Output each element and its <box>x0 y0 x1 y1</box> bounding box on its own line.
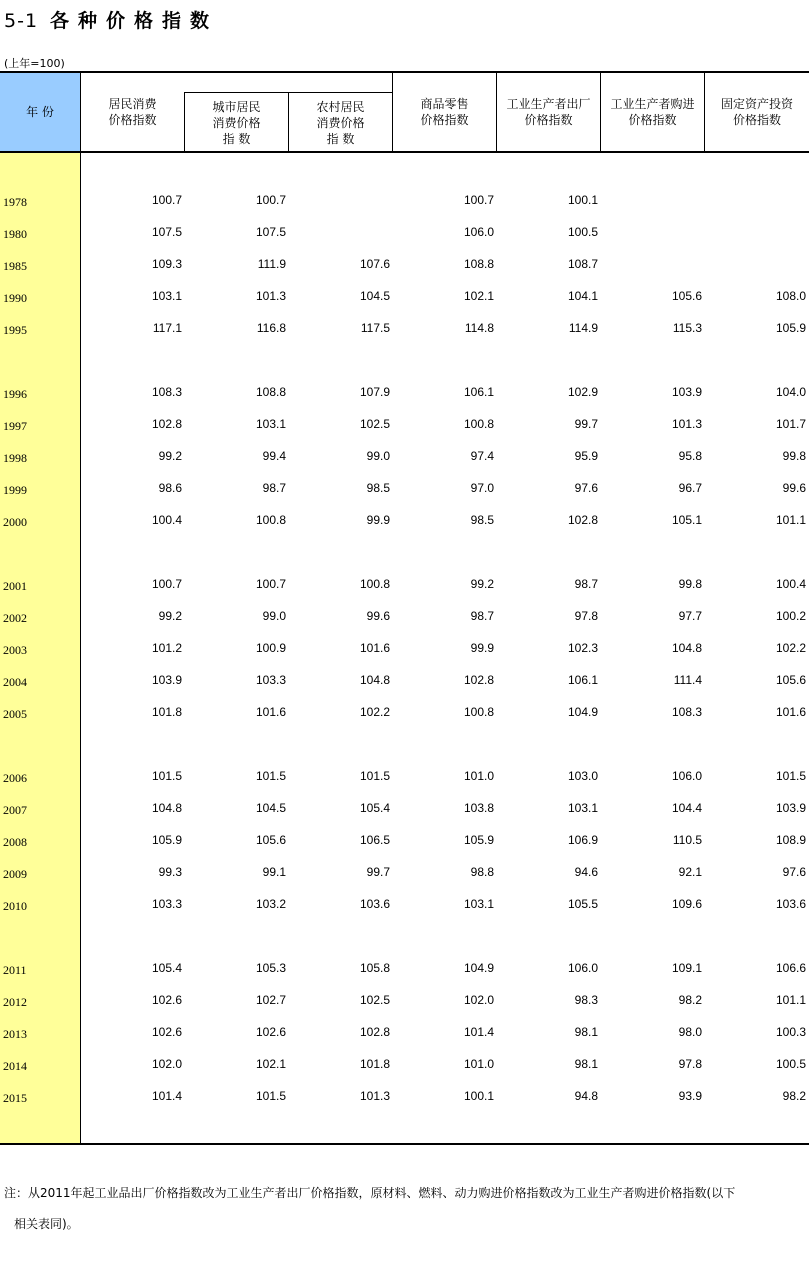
cell-retail: 100.7 <box>463 193 494 207</box>
row-year: 2002 <box>3 611 27 625</box>
cell-ppi-out: 114.9 <box>568 321 598 335</box>
cell-ppi-out: 97.6 <box>574 481 598 495</box>
cell-retail: 106.0 <box>463 225 494 239</box>
cell-retail: 102.8 <box>463 673 494 687</box>
cell-cpi: 101.2 <box>151 641 182 655</box>
cell-cpi: 102.6 <box>151 993 182 1007</box>
cell-cpi: 104.8 <box>151 801 182 815</box>
cell-cpi: 102.6 <box>151 1025 182 1039</box>
cell-ppi-in: 92.1 <box>678 865 702 879</box>
cell-rural: 101.3 <box>359 1089 390 1103</box>
cell-retail: 101.0 <box>463 769 494 783</box>
cell-urban: 104.5 <box>255 801 286 815</box>
cell-ppi-in: 115.3 <box>672 321 702 335</box>
cell-ppi-out: 103.0 <box>567 769 598 783</box>
cell-fixed: 98.2 <box>782 1089 806 1103</box>
cell-urban: 100.8 <box>255 513 286 527</box>
header-urban <box>185 93 288 152</box>
cell-fixed: 99.6 <box>782 481 806 495</box>
row-year: 2014 <box>3 1059 27 1073</box>
cell-cpi: 109.3 <box>151 257 182 271</box>
cell-ppi-out: 104.1 <box>567 289 598 303</box>
cell-urban: 101.6 <box>255 705 286 719</box>
cell-retail: 101.4 <box>463 1025 494 1039</box>
cell-cpi: 107.5 <box>151 225 182 239</box>
cell-retail: 97.0 <box>470 481 494 495</box>
cell-ppi-in: 97.8 <box>678 1057 702 1071</box>
row-year: 2011 <box>3 963 27 977</box>
cell-urban: 103.3 <box>255 673 286 687</box>
cell-fixed: 99.8 <box>782 449 806 463</box>
cell-ppi-out: 98.3 <box>574 993 598 1007</box>
cell-urban: 101.3 <box>255 289 286 303</box>
cell-retail: 114.8 <box>464 321 494 335</box>
cell-ppi-in: 105.1 <box>671 513 702 527</box>
cell-ppi-out: 97.8 <box>574 609 598 623</box>
cell-fixed: 101.5 <box>775 769 806 783</box>
cell-ppi-in: 106.0 <box>671 769 702 783</box>
row-year: 2005 <box>3 707 27 721</box>
row-year: 1985 <box>3 259 27 273</box>
cell-fixed: 105.9 <box>775 321 806 335</box>
cell-urban: 100.7 <box>255 577 286 591</box>
header-retail-line: 价格指数 <box>420 113 469 127</box>
header-cpi-line: 居民消费 <box>108 97 157 111</box>
row-year: 1995 <box>3 323 27 337</box>
cell-ppi-in: 104.4 <box>671 801 702 815</box>
cell-cpi: 105.9 <box>151 833 182 847</box>
rule-header-col <box>288 92 289 152</box>
cell-ppi-out: 100.5 <box>567 225 598 239</box>
cell-rural: 107.6 <box>359 257 390 271</box>
cell-ppi-in: 103.9 <box>671 385 702 399</box>
row-year: 2006 <box>3 771 27 785</box>
cell-urban: 99.0 <box>262 609 286 623</box>
cell-rural: 101.6 <box>359 641 390 655</box>
cell-fixed: 101.6 <box>775 705 806 719</box>
header-ppi-out-line: 价格指数 <box>524 113 573 127</box>
cell-rural: 104.8 <box>359 673 390 687</box>
cell-cpi: 99.2 <box>158 449 182 463</box>
cell-fixed: 97.6 <box>782 865 806 879</box>
cell-rural: 100.8 <box>359 577 390 591</box>
header-urban-line: 消费价格 <box>212 115 261 130</box>
cell-urban: 98.7 <box>262 481 286 495</box>
cell-fixed: 101.1 <box>775 513 806 527</box>
cell-rural: 105.4 <box>359 801 390 815</box>
cell-ppi-in: 104.8 <box>671 641 702 655</box>
cell-retail: 99.2 <box>470 577 494 591</box>
cell-cpi: 98.6 <box>158 481 182 495</box>
cell-rural: 101.8 <box>359 1057 390 1071</box>
row-year: 2004 <box>3 675 27 689</box>
cell-cpi: 103.3 <box>151 897 182 911</box>
cell-ppi-out: 102.3 <box>567 641 598 655</box>
cell-ppi-out: 106.1 <box>567 673 598 687</box>
cell-ppi-out: 105.5 <box>567 897 598 911</box>
unit-note: (上年=100) <box>4 57 65 70</box>
cell-cpi: 100.7 <box>151 193 182 207</box>
cell-cpi: 101.4 <box>151 1089 182 1103</box>
row-year: 1980 <box>3 227 27 241</box>
cell-urban: 102.6 <box>255 1025 286 1039</box>
cell-rural: 103.6 <box>359 897 390 911</box>
cell-urban: 116.8 <box>256 321 286 335</box>
rule-year-divider <box>80 72 81 1144</box>
cell-urban: 101.5 <box>255 769 286 783</box>
page-title <box>4 6 218 33</box>
header-retail-line: 商品零售 <box>420 97 469 111</box>
cell-cpi: 102.0 <box>151 1057 182 1071</box>
cell-retail: 102.0 <box>463 993 494 1007</box>
header-fixed-line: 固定资产投资 <box>720 97 793 111</box>
cell-rural: 104.5 <box>359 289 390 303</box>
cell-ppi-in: 110.5 <box>672 833 702 847</box>
row-year: 1999 <box>3 483 27 497</box>
cell-urban: 103.2 <box>255 897 286 911</box>
cell-ppi-in: 95.8 <box>678 449 702 463</box>
row-year: 2015 <box>3 1091 27 1105</box>
cell-ppi-in: 108.3 <box>671 705 702 719</box>
cell-ppi-in: 98.2 <box>678 993 702 1007</box>
rule-bottom <box>0 1144 809 1145</box>
cell-rural: 99.6 <box>366 609 390 623</box>
cell-urban: 101.5 <box>255 1089 286 1103</box>
header-rural-line: 指 数 <box>326 131 355 146</box>
cell-retail: 100.8 <box>463 705 494 719</box>
cell-urban: 102.1 <box>255 1057 286 1071</box>
cell-fixed: 106.6 <box>775 961 806 975</box>
cell-rural: 101.5 <box>359 769 390 783</box>
cell-rural: 105.8 <box>359 961 390 975</box>
row-year: 2012 <box>3 995 27 1009</box>
cell-ppi-out: 108.7 <box>567 257 598 271</box>
row-year: 1997 <box>3 419 27 433</box>
cell-fixed: 101.1 <box>775 993 806 1007</box>
cell-ppi-in: 105.6 <box>671 289 702 303</box>
header-cpi-line: 价格指数 <box>108 113 157 127</box>
row-year: 2008 <box>3 835 27 849</box>
header-urban-line: 指 数 <box>222 131 251 146</box>
cell-urban: 107.5 <box>255 225 286 239</box>
row-year: 2013 <box>3 1027 27 1041</box>
table-number: 5-1 <box>4 10 39 32</box>
cell-retail: 98.7 <box>470 609 494 623</box>
cell-cpi: 100.4 <box>151 513 182 527</box>
cell-urban: 103.1 <box>255 417 286 431</box>
cell-ppi-out: 106.0 <box>567 961 598 975</box>
header-ppi-in <box>601 72 704 152</box>
row-year: 2000 <box>3 515 27 529</box>
cell-retail: 105.9 <box>463 833 494 847</box>
cell-retail: 108.8 <box>463 257 494 271</box>
cell-retail: 102.1 <box>463 289 494 303</box>
cell-rural: 106.5 <box>359 833 390 847</box>
header-rural-line: 农村居民 <box>316 99 365 114</box>
rule-header-bottom <box>0 152 809 153</box>
cell-rural: 102.5 <box>359 993 390 1007</box>
cell-retail: 103.8 <box>463 801 494 815</box>
cell-ppi-out: 98.7 <box>574 577 598 591</box>
cell-fixed: 100.5 <box>775 1057 806 1071</box>
header-fixed-line: 价格指数 <box>732 113 781 127</box>
cell-rural: 99.9 <box>366 513 390 527</box>
cell-ppi-in: 101.3 <box>671 417 702 431</box>
row-year: 1996 <box>3 387 27 401</box>
cell-ppi-out: 100.1 <box>567 193 598 207</box>
row-year: 2001 <box>3 579 27 593</box>
cell-fixed: 103.9 <box>775 801 806 815</box>
header-fixed <box>705 72 809 152</box>
row-year: 2010 <box>3 899 27 913</box>
cell-rural: 117.5 <box>360 321 390 335</box>
cell-urban: 108.8 <box>255 385 286 399</box>
cell-fixed: 100.3 <box>775 1025 806 1039</box>
cell-retail: 106.1 <box>463 385 494 399</box>
cell-cpi: 99.3 <box>158 865 182 879</box>
cell-urban: 111.9 <box>257 257 286 271</box>
cell-cpi: 102.8 <box>151 417 182 431</box>
cell-retail: 98.5 <box>470 513 494 527</box>
cell-cpi: 100.7 <box>151 577 182 591</box>
cell-fixed: 104.0 <box>775 385 806 399</box>
cell-cpi: 105.4 <box>151 961 182 975</box>
cell-retail: 99.9 <box>470 641 494 655</box>
cell-ppi-in: 109.6 <box>671 897 702 911</box>
cell-ppi-in: 96.7 <box>678 481 702 495</box>
cell-fixed: 105.6 <box>775 673 806 687</box>
cell-retail: 98.8 <box>470 865 494 879</box>
cell-cpi: 103.9 <box>151 673 182 687</box>
cell-urban: 105.6 <box>255 833 286 847</box>
row-year: 1990 <box>3 291 27 305</box>
row-year: 2003 <box>3 643 27 657</box>
footnote-line: 注：从2011年起工业品出厂价格指数改为工业生产者出厂价格指数，原材料、燃料、动力购进价格指数改为工业生产者购进价格指数(以下 <box>4 1186 736 1200</box>
footnote-line: 相关表同)。 <box>14 1217 79 1231</box>
cell-cpi: 99.2 <box>158 609 182 623</box>
header-ppi-in-line: 价格指数 <box>628 113 677 127</box>
rule-header-col <box>600 72 601 152</box>
cell-retail: 103.1 <box>463 897 494 911</box>
cell-cpi: 101.8 <box>151 705 182 719</box>
cell-fixed: 103.6 <box>775 897 806 911</box>
cell-ppi-in: 97.7 <box>678 609 702 623</box>
row-year: 1998 <box>3 451 27 465</box>
cell-fixed: 108.0 <box>775 289 806 303</box>
header-ppi-out-line: 工业生产者出厂 <box>506 97 591 111</box>
header-year: 年 份 <box>26 105 54 119</box>
cell-urban: 102.7 <box>255 993 286 1007</box>
row-year: 1978 <box>3 195 27 209</box>
cell-ppi-in: 109.1 <box>671 961 702 975</box>
cell-urban: 99.4 <box>262 449 286 463</box>
cell-ppi-in: 98.0 <box>678 1025 702 1039</box>
cell-retail: 101.0 <box>463 1057 494 1071</box>
cell-retail: 97.4 <box>470 449 494 463</box>
cell-cpi: 103.1 <box>151 289 182 303</box>
rule-header-col <box>184 92 185 152</box>
cell-ppi-out: 106.9 <box>567 833 598 847</box>
cell-ppi-out: 94.8 <box>574 1089 598 1103</box>
cell-fixed: 101.7 <box>775 417 806 431</box>
header-cpi <box>81 72 184 152</box>
cell-ppi-out: 102.9 <box>567 385 598 399</box>
cell-retail: 104.9 <box>463 961 494 975</box>
cell-ppi-out: 99.7 <box>574 417 598 431</box>
cell-rural: 102.5 <box>359 417 390 431</box>
header-retail <box>393 72 496 152</box>
cell-retail: 100.1 <box>463 1089 494 1103</box>
cell-retail: 100.8 <box>463 417 494 431</box>
cell-fixed: 100.4 <box>775 577 806 591</box>
cell-rural: 98.5 <box>366 481 390 495</box>
cell-fixed: 102.2 <box>775 641 806 655</box>
cell-ppi-out: 104.9 <box>567 705 598 719</box>
cell-ppi-out: 98.1 <box>574 1025 598 1039</box>
cell-cpi: 117.1 <box>152 321 182 335</box>
cell-ppi-out: 102.8 <box>567 513 598 527</box>
cell-rural: 99.0 <box>366 449 390 463</box>
cell-rural: 107.9 <box>359 385 390 399</box>
cell-fixed: 100.2 <box>775 609 806 623</box>
row-year: 2009 <box>3 867 27 881</box>
rule-top <box>0 72 809 73</box>
cell-cpi: 101.5 <box>151 769 182 783</box>
cell-rural: 102.8 <box>359 1025 390 1039</box>
row-year: 2007 <box>3 803 27 817</box>
cell-urban: 100.9 <box>255 641 286 655</box>
header-ppi-in-line: 工业生产者购进 <box>610 97 695 111</box>
cell-ppi-in: 111.4 <box>673 673 702 687</box>
cell-rural: 99.7 <box>366 865 390 879</box>
header-ppi-out <box>497 72 600 152</box>
cell-ppi-in: 93.9 <box>678 1089 702 1103</box>
cell-rural: 102.2 <box>359 705 390 719</box>
cell-ppi-out: 94.6 <box>574 865 598 879</box>
cell-ppi-out: 98.1 <box>574 1057 598 1071</box>
rule-header-col <box>496 72 497 152</box>
cell-ppi-out: 95.9 <box>574 449 598 463</box>
table-title: 各种价格指数 <box>50 10 219 32</box>
header-urban-line: 城市居民 <box>212 99 261 114</box>
cell-urban: 99.1 <box>262 865 286 879</box>
cell-fixed: 108.9 <box>775 833 806 847</box>
cell-ppi-out: 103.1 <box>567 801 598 815</box>
cell-urban: 100.7 <box>255 193 286 207</box>
rule-header-col <box>392 72 393 152</box>
rule-header-col <box>704 72 705 152</box>
header-rural-line: 消费价格 <box>316 115 365 130</box>
cell-urban: 105.3 <box>255 961 286 975</box>
header-rural <box>289 93 392 152</box>
cell-ppi-in: 99.8 <box>678 577 702 591</box>
cell-cpi: 108.3 <box>151 385 182 399</box>
